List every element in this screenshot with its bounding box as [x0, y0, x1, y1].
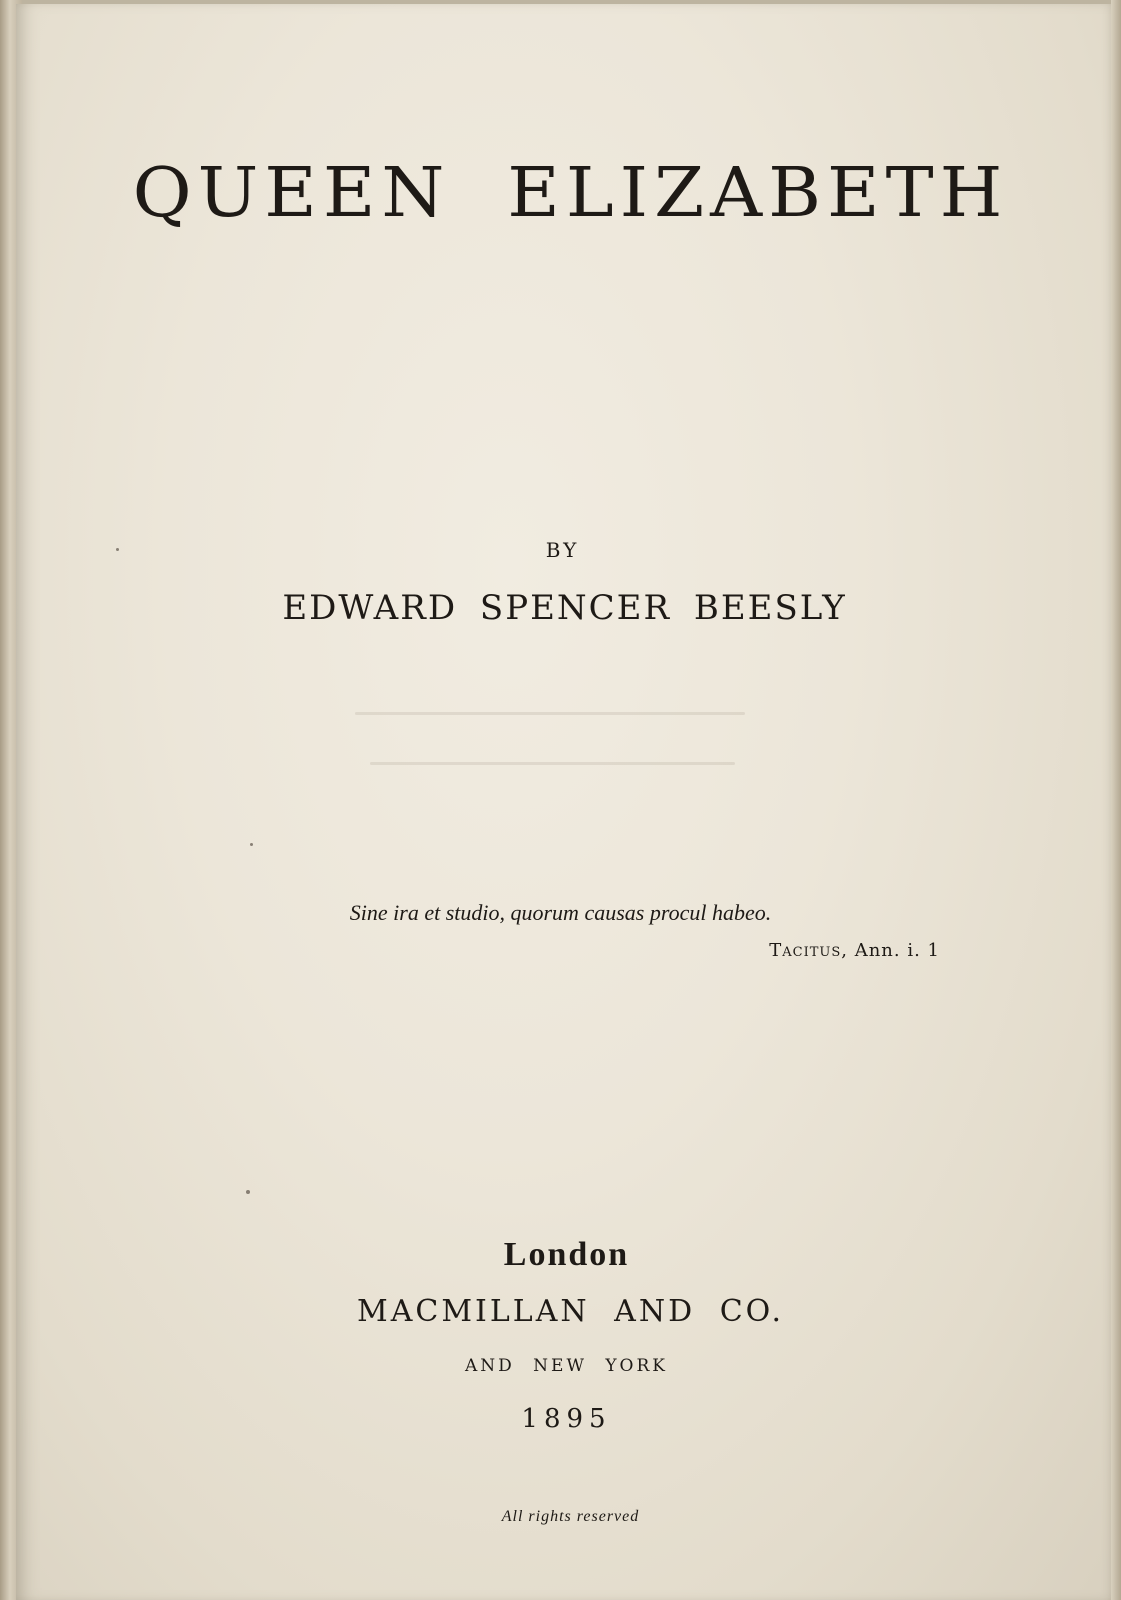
epigraph-citation	[700, 940, 940, 961]
paper-speck	[250, 843, 253, 846]
publisher-cities: AND NEW YORK	[464, 1356, 668, 1376]
rights-notice: All rights reserved	[501, 1508, 640, 1525]
book-title: QUEEN ELIZABETH	[132, 152, 1009, 232]
author-name: EDWARD SPENCER BEESLY	[282, 588, 847, 628]
faded-rule-1	[355, 712, 745, 715]
paper-speck	[246, 1190, 250, 1194]
paper-speck	[116, 548, 119, 551]
epigraph: Sine ira et studio, quorum causas procul habeo.	[349, 900, 772, 925]
citation-work: Ann. i. 1	[854, 940, 940, 961]
faded-rule-2	[370, 762, 735, 765]
publisher-name: MACMILLAN AND CO.	[356, 1294, 785, 1329]
publication-year: 1895	[521, 1404, 612, 1434]
imprint-place: London	[503, 1236, 630, 1273]
byline-label: BY	[545, 538, 580, 562]
citation-author: Tacitus,	[769, 940, 848, 961]
